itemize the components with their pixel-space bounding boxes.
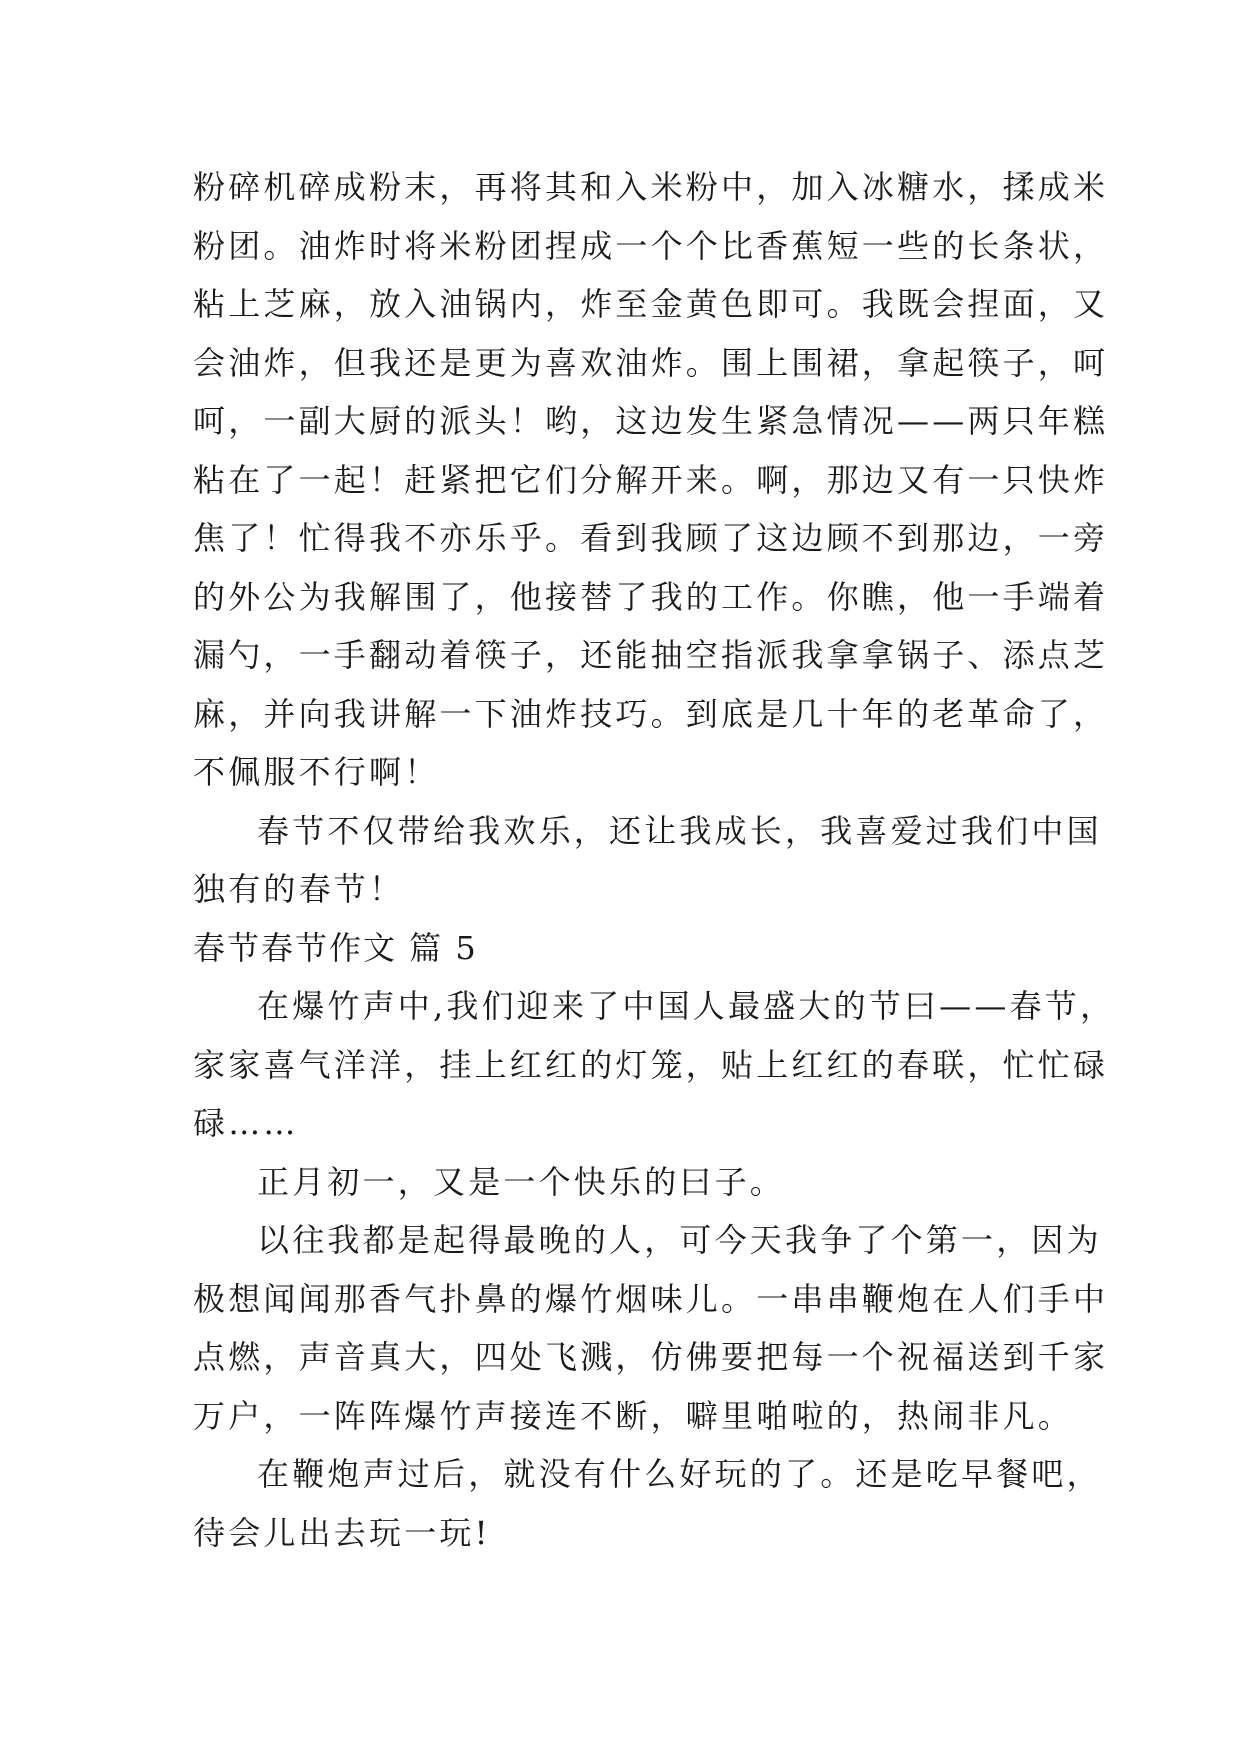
paragraph-start-line: 在鞭炮声过后，就没有什么好玩的了。还是吃早餐吧， [257, 1455, 1102, 1493]
text-line: 粉碎机碎成粉末，再将其和入米粉中，加入冰糖水，揉成米 [193, 168, 1109, 206]
paragraph-start-line: 在爆竹声中,我们迎来了中国人最盛大的节曰——春节， [257, 987, 1116, 1025]
text-line: 极想闻闻那香气扑鼻的爆竹烟味儿。一串串鞭炮在人们手中 [193, 1279, 1109, 1318]
text-line: 焦了！忙得我不亦乐乎。看到我顾了这边顾不到那边，一旁 [193, 519, 1109, 557]
text-line: 粉团。油炸时将米粉团捏成一个个比香蕉短一些的长条状， [193, 226, 1109, 265]
text-line: 点燃，声音真大，四处飞溅，仿佛要把每一个祝福送到千家 [193, 1338, 1109, 1376]
text-line: 粘上芝麻，放入油锅内，炸至金黄色即可。我既会捏面，又 [193, 285, 1109, 323]
text-line: 呵，一副大厨的派头！哟，这边发生紧急情况——两只年糕 [193, 402, 1109, 440]
text-line: 万户，一阵阵爆竹声接连不断，噼里啪啦的，热闹非凡。 [193, 1396, 1074, 1435]
paragraph-start-line: 正月初一，又是一个快乐的曰子。 [257, 1162, 786, 1201]
text-line: 会油炸，但我还是更为喜欢油炸。围上围裙，拿起筷子，呵 [193, 343, 1109, 382]
text-line: 待会儿出去玩一玩! [193, 1513, 491, 1552]
text-line: 的外公为我解围了，他接替了我的工作。你瞧，他一手端着 [193, 577, 1109, 616]
text-line: 碌…… [193, 1104, 299, 1142]
paragraph-start-line: 以往我都是起得最晚的人，可今天我争了个第一，因为 [257, 1221, 1102, 1259]
text-line: 粘在了一起！赶紧把它们分解开来。啊，那边又有一只快炸 [193, 460, 1109, 499]
article-body [193, 158, 1116, 1562]
paragraph-start-line: 春节不仅带给我欢乐，还让我成长，我喜爱过我们中国 [257, 811, 1102, 850]
text-line: 独有的春节！ [193, 870, 405, 908]
text-line: 不佩服不行啊！ [193, 753, 440, 791]
text-line: 家家喜气洋洋，挂上红红的灯笼，贴上红红的春联，忙忙碌 [193, 1045, 1109, 1084]
section-heading: 春节春节作文 篇 5 [193, 928, 478, 967]
text-line: 漏勺，一手翻动着筷子，还能抽空指派我拿拿锅子、添点芝 [193, 636, 1109, 674]
text-line: 麻，并向我讲解一下油炸技巧。到底是几十年的老革命了， [193, 694, 1109, 733]
